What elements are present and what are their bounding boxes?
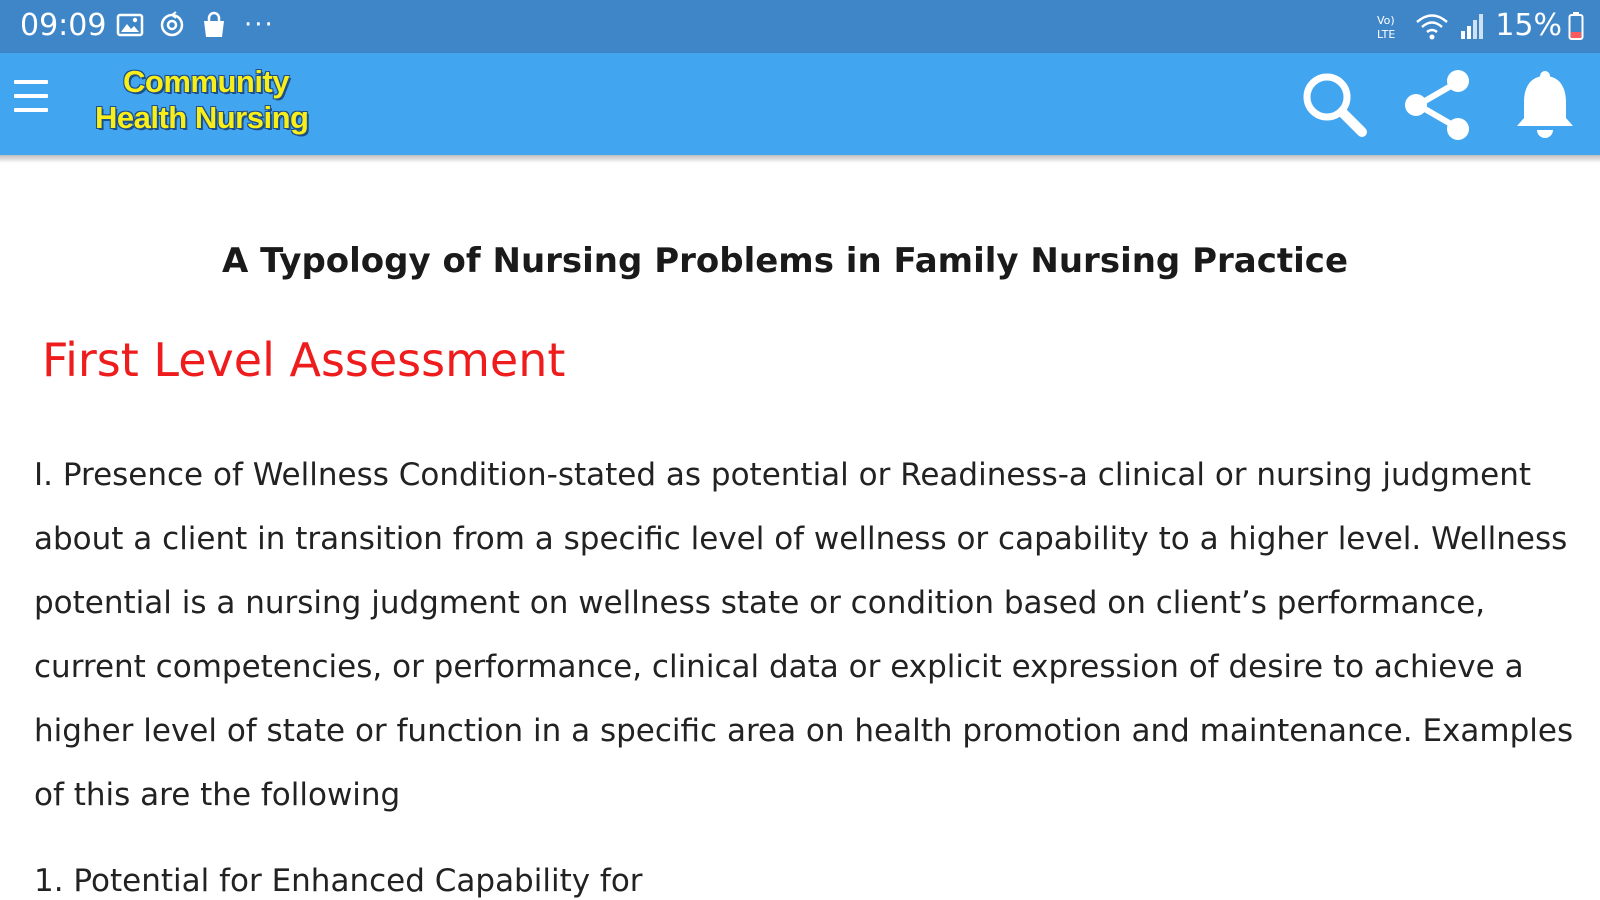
document-title: A Typology of Nursing Problems in Family Nursing Practice [221,241,1349,281]
battery-low-icon [1568,11,1584,41]
sync-icon [158,11,186,39]
notifications-button[interactable] [1508,68,1582,142]
bag-icon [200,11,228,39]
bell-icon [1508,68,1582,142]
search-icon [1298,68,1372,142]
hamburger-icon-line [14,108,48,112]
status-more-indicator: ··· [244,10,275,40]
svg-text:Vo): Vo) [1377,13,1396,27]
status-right-icons [1375,8,1584,43]
battery-percent: 15% [1495,8,1562,43]
image-icon [116,11,144,39]
menu-button[interactable] [14,80,48,124]
app-logo [95,64,308,136]
status-time: 09:09 [20,8,107,43]
share-button[interactable] [1402,68,1476,142]
body-paragraph: I. Presence of Wellness Condition-stated as potential or Readiness-a clinical or nursing judgment about a client in transition from a specific level of wellness or capability to a higher level. Wellness potential is a nursing judgment on wellness state or condition based on client’s performance, current competencies, or performance, clinical data or explicit expression of desire to achieve a higher level of state or function in a specific area on health promotion and maintenance. Examples of this are the following [34,457,1574,813]
app-logo-line2: Health Nursing [95,100,309,135]
app-logo-line1: Community [123,64,289,99]
status-bar [0,0,1600,53]
volte-icon [1375,11,1405,41]
app-bar-shadow [0,155,1600,163]
wifi-icon [1415,11,1449,41]
article-content [0,163,1600,900]
list-item: 1. Potential for Enhanced Capability for [34,863,643,899]
search-button[interactable] [1298,68,1372,142]
hamburger-icon-line [14,94,48,98]
section-heading: First Level Assessment [42,333,566,387]
status-left-icons [116,11,275,39]
hamburger-icon-line [14,80,48,84]
share-icon [1402,68,1476,142]
svg-text:LTE: LTE [1377,27,1396,41]
signal-icon [1459,11,1485,41]
